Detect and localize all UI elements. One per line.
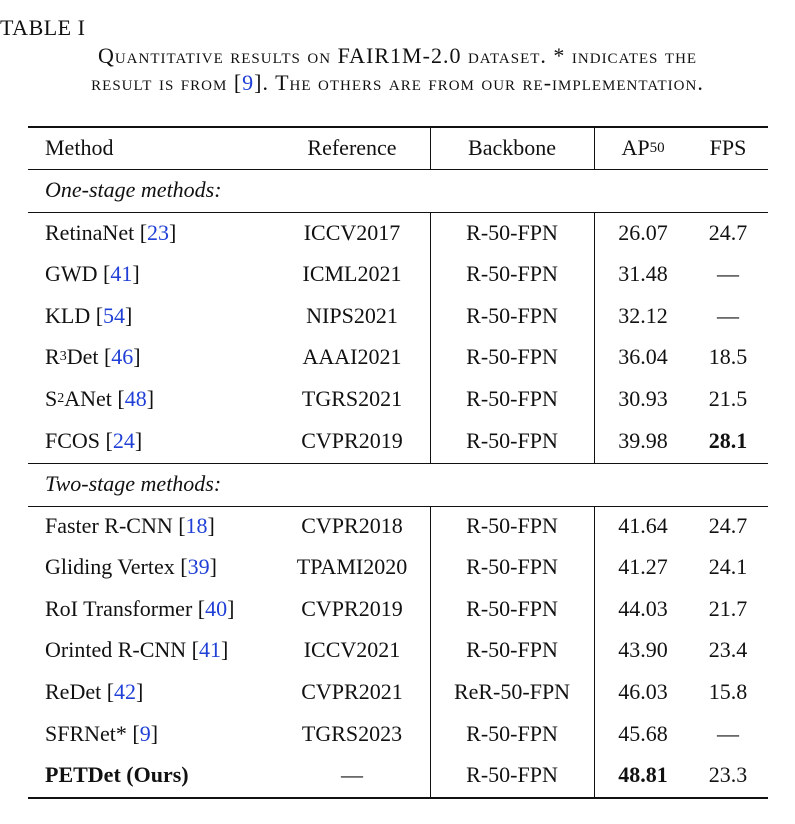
cell-fps: 28.1: [708, 427, 748, 453]
cell-fps: 15.8: [708, 678, 748, 704]
cell-fps: 21.5: [708, 385, 748, 411]
method-name: SFRNet*: [45, 720, 127, 746]
citation-bracket: ]: [169, 219, 177, 245]
table-caption-line-1: Quantitative results on FAIR1M-2.0 dataset. * indicates the: [97, 43, 698, 68]
cell-reference: ICML2021: [302, 261, 402, 287]
cell-backbone: R-50-FPN: [466, 302, 558, 328]
citation-bracket: [: [186, 637, 199, 663]
method-name: Faster R-CNN: [45, 512, 173, 538]
citation-bracket: [: [101, 678, 115, 704]
method-name: RetinaNet: [45, 219, 135, 245]
cell-fps: 24.7: [708, 219, 748, 245]
citation-bracket: ]: [207, 512, 215, 538]
cell-reference: —: [341, 762, 363, 788]
citation-bracket: [: [97, 261, 111, 287]
table-row: [28, 671, 768, 712]
citation-link[interactable]: 46: [111, 344, 134, 370]
method-name: S: [45, 385, 58, 411]
cell-reference: CVPR2019: [301, 427, 403, 453]
caption-citation-link[interactable]: 9: [242, 70, 255, 95]
citation-bracket: [: [192, 595, 206, 621]
table-row: [28, 295, 768, 336]
header-method: Method: [45, 134, 114, 160]
table-row: [28, 420, 768, 461]
method-name: Orinted R-CNN: [45, 637, 187, 663]
cell-backbone: R-50-FPN: [466, 344, 558, 370]
citation-link[interactable]: 9: [139, 720, 151, 746]
section-label-one-stage: One-stage methods:: [45, 177, 222, 202]
citation-bracket: [: [100, 427, 113, 453]
cell-ap50: 44.03: [618, 595, 668, 621]
method-name-suffix: ANet: [64, 385, 112, 411]
method-name: PETDet (Ours): [45, 762, 189, 788]
cell-reference: CVPR2021: [301, 678, 403, 704]
table-row: [28, 337, 768, 378]
cell-ap50: 39.98: [618, 427, 668, 453]
cell-method: [45, 755, 290, 796]
citation-bracket: ]: [132, 261, 140, 287]
table-row: [28, 254, 768, 295]
header-backbone: Backbone: [468, 134, 556, 160]
citation-bracket: ]: [146, 385, 155, 411]
header-reference: Reference: [307, 134, 397, 160]
cell-backbone: R-50-FPN: [466, 595, 558, 621]
citation-bracket: [: [98, 344, 112, 370]
cell-fps: —: [717, 261, 739, 287]
citation-bracket: ]: [133, 344, 141, 370]
method-name: ReDet: [45, 678, 102, 704]
cell-ap50: 46.03: [618, 678, 668, 704]
cell-ap50: 30.93: [618, 385, 668, 411]
citation-bracket: [: [174, 554, 188, 580]
method-name-suffix: Det: [66, 344, 99, 370]
cell-ap50: 45.68: [618, 720, 668, 746]
cell-method: [45, 713, 290, 754]
cell-ap50: 48.81: [618, 762, 668, 788]
table-row: [28, 755, 768, 796]
cell-backbone: R-50-FPN: [466, 637, 558, 663]
table-title: TABLE I: [0, 15, 86, 40]
cell-backbone: R-50-FPN: [466, 261, 558, 287]
table-row: [28, 547, 768, 588]
citation-link[interactable]: 24: [112, 427, 135, 453]
table-bottom-rule: [28, 797, 768, 799]
cell-reference: CVPR2019: [301, 595, 403, 621]
citation-link[interactable]: 48: [124, 385, 147, 411]
method-name: FCOS: [45, 427, 101, 453]
cell-method: [45, 630, 290, 671]
section-label-two-stage: Two-stage methods:: [45, 471, 222, 496]
cell-reference: CVPR2018: [301, 512, 403, 538]
cell-backbone: R-50-FPN: [466, 219, 558, 245]
cell-fps: —: [717, 302, 739, 328]
method-name: KLD: [45, 302, 91, 328]
caption-text: ]. The others are from our re-implementation.: [254, 70, 704, 95]
cell-backbone: R-50-FPN: [466, 512, 558, 538]
caption-text: result is from [: [91, 70, 243, 95]
cell-ap50: 26.07: [618, 219, 668, 245]
cell-method: [45, 295, 290, 336]
table-row: [28, 713, 768, 754]
cell-method: [45, 420, 290, 461]
cell-ap50: 31.48: [618, 261, 668, 287]
cell-method: [45, 505, 290, 546]
cell-reference: ICCV2017: [303, 219, 401, 245]
cell-backbone: R-50-FPN: [466, 427, 558, 453]
header-fps: FPS: [709, 134, 747, 160]
cell-ap50: 41.64: [618, 512, 668, 538]
cell-fps: 18.5: [708, 344, 748, 370]
cell-backbone: R-50-FPN: [466, 385, 558, 411]
citation-bracket: ]: [220, 637, 229, 663]
citation-bracket: [: [126, 720, 140, 746]
citation-link[interactable]: 18: [185, 512, 208, 538]
table-row: [28, 505, 768, 546]
cell-backbone: ReR-50-FPN: [453, 678, 571, 704]
cell-ap50: 32.12: [618, 302, 668, 328]
cell-fps: 23.4: [708, 637, 748, 663]
citation-bracket: ]: [136, 678, 144, 704]
citation-link[interactable]: 23: [147, 219, 170, 245]
citation-bracket: ]: [209, 554, 217, 580]
ap-label: AP: [621, 134, 650, 160]
cell-method: [45, 547, 290, 588]
cell-backbone: R-50-FPN: [466, 554, 558, 580]
cell-backbone: R-50-FPN: [466, 762, 558, 788]
cell-reference: TGRS2021: [301, 385, 403, 411]
method-name: GWD: [45, 261, 98, 287]
cell-reference: TPAMI2020: [296, 554, 408, 580]
table-row: [28, 588, 768, 629]
table-header-row: [28, 127, 768, 168]
method-name: RoI Transformer: [45, 595, 193, 621]
header-ap50: AP 50: [621, 134, 665, 160]
cell-ap50: 36.04: [618, 344, 668, 370]
citation-bracket: ]: [134, 427, 143, 453]
citation-link[interactable]: 41: [110, 261, 133, 287]
citation-bracket: [: [134, 219, 148, 245]
citation-link[interactable]: 54: [103, 302, 126, 328]
cell-method: [45, 254, 290, 295]
citation-bracket: [: [111, 385, 125, 411]
table-caption-line-2: [0, 69, 795, 97]
cell-ap50: 43.90: [618, 637, 668, 663]
cell-reference: NIPS2021: [306, 302, 398, 328]
cell-fps: 23.3: [708, 762, 748, 788]
cell-method: [45, 671, 290, 712]
cell-reference: TGRS2023: [301, 720, 403, 746]
citation-link[interactable]: 41: [198, 637, 221, 663]
cell-fps: 21.7: [708, 595, 748, 621]
citation-bracket: [: [90, 302, 104, 328]
method-name: Gliding Vertex: [45, 554, 175, 580]
citation-bracket: ]: [125, 302, 133, 328]
cell-fps: 24.7: [708, 512, 748, 538]
citation-link[interactable]: 42: [114, 678, 137, 704]
citation-link[interactable]: 40: [205, 595, 228, 621]
cell-fps: —: [717, 720, 739, 746]
cell-reference: ICCV2021: [303, 637, 401, 663]
table-row: [28, 378, 768, 419]
cell-method: R 3 Det [ 46 ]: [45, 344, 141, 370]
citation-link[interactable]: 39: [187, 554, 210, 580]
cell-backbone: R-50-FPN: [466, 720, 558, 746]
cell-method: S 2 ANet [ 48 ]: [45, 385, 155, 411]
citation-bracket: ]: [227, 595, 235, 621]
table-row: [28, 630, 768, 671]
cell-method: [45, 588, 290, 629]
citation-bracket: [: [172, 512, 186, 538]
method-name: R: [45, 344, 60, 370]
cell-ap50: 41.27: [618, 554, 668, 580]
citation-bracket: ]: [150, 720, 159, 746]
cell-reference: AAAI2021: [302, 344, 402, 370]
table-row: [28, 212, 768, 253]
cell-fps: 24.1: [708, 554, 748, 580]
cell-method: [45, 212, 290, 253]
